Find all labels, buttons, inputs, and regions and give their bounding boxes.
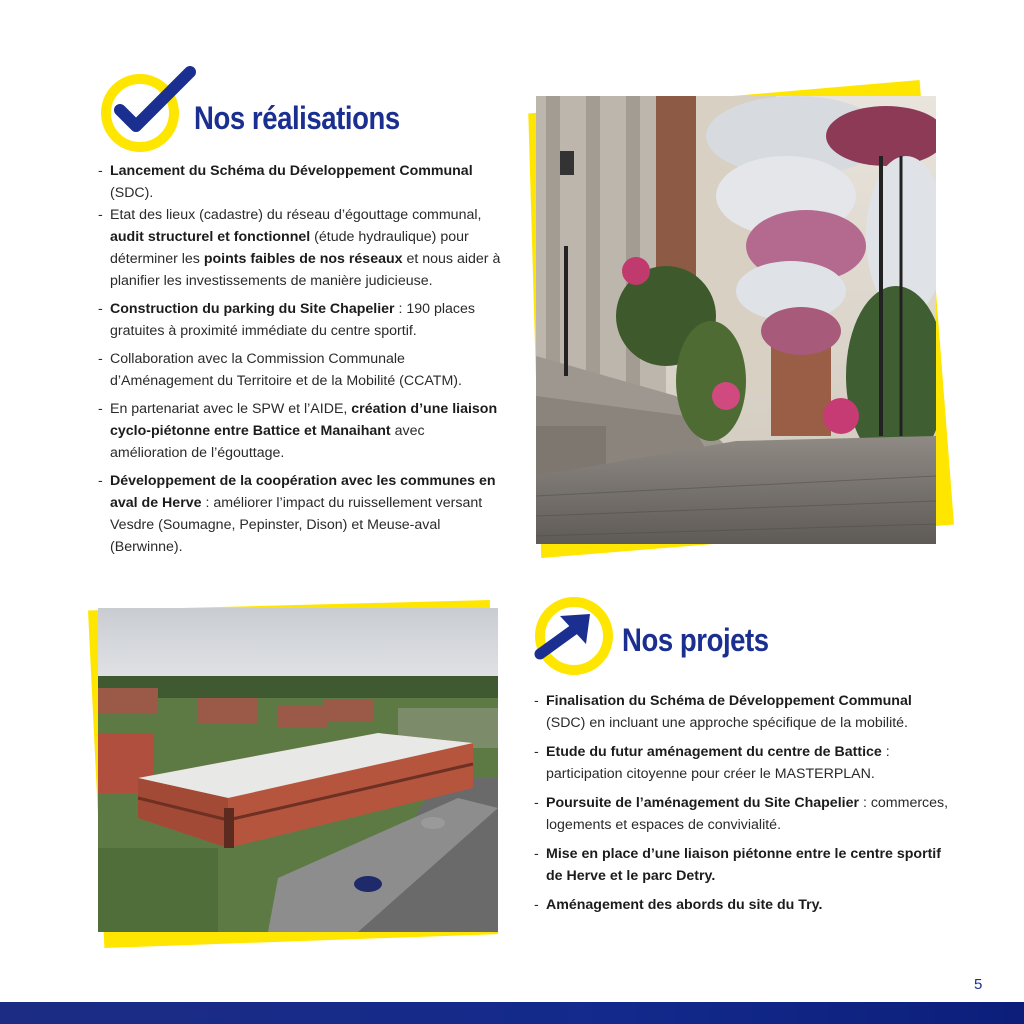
- bottom-bar: [0, 1002, 1024, 1024]
- arrow-up-right-icon: [534, 596, 624, 680]
- bold-segment: Développement de la coopération avec les communes en aval de Herve: [110, 473, 496, 511]
- projets-icon-wrap: [534, 596, 624, 680]
- list-item: - Etat des lieux (cadastre) du réseau d’égouttage communal, audit structurel et fonctionnel (étude hydraulique) pour déterminer les points faibles de nos réseaux et nous aider à planifier les investissements de manière judicieuse.: [98, 204, 502, 292]
- realisations-heading: Nos réalisations: [194, 100, 400, 136]
- list-item: - Etude du futur aménagement du centre de Battice : participation citoyenne pour créer le MASTERPLAN.: [534, 741, 954, 785]
- realisations-list: [98, 160, 502, 558]
- bold-segment: Mise en place d’une liaison piétonne entre le centre sportif de Herve et le parc Detry.: [546, 846, 941, 884]
- bold-segment: audit structurel et fonctionnel: [110, 229, 311, 245]
- list-item: - Développement de la coopération avec les communes en aval de Herve : améliorer l’impact du ruissellement versant Vesdre (Soumagne, Pepinster, Dison) et Meuse-aval (Berwinne).: [98, 470, 502, 558]
- realisations-icon-wrap: [98, 66, 198, 156]
- bold-segment: Aménagement des abords du site du Try.: [546, 897, 823, 913]
- list-item: - Construction du parking du Site Chapelier : 190 places gratuites à proximité immédiate du centre sportif.: [98, 298, 502, 342]
- bold-segment: Etude du futur aménagement du centre de Battice: [546, 744, 882, 760]
- checkmark-icon: [98, 66, 198, 156]
- list-item: - Lancement du Schéma du Développement Communal (SDC).: [98, 160, 502, 204]
- street-flowers-photo: [536, 96, 936, 544]
- list-item: - Poursuite de l’aménagement du Site Chapelier : commerces, logements et espaces de convivialité.: [534, 792, 954, 836]
- bold-segment: Lancement du Schéma du Développement Communal: [110, 163, 473, 179]
- bold-segment: création d’une liaison cyclo-piétonne entre Battice et Manaihant: [110, 401, 498, 439]
- list-item: - Collaboration avec la Commission Communale d’Aménagement du Territoire et de la Mobilité (CCATM).: [98, 348, 502, 392]
- bold-segment: Finalisation du Schéma de Développement Communal: [546, 693, 912, 709]
- bold-segment: Poursuite de l’aménagement du Site Chapelier: [546, 795, 859, 811]
- bold-segment: points faibles de nos réseaux: [203, 251, 403, 267]
- page-number: 5: [974, 976, 983, 993]
- projets-heading: Nos projets: [622, 622, 769, 658]
- list-item: - Finalisation du Schéma de Développement Communal (SDC) en incluant une approche spécifique de la mobilité.: [534, 690, 954, 734]
- bold-segment: Construction du parking du Site Chapelier: [110, 301, 395, 317]
- projets-list: [534, 690, 954, 916]
- list-item: [534, 843, 954, 887]
- parking-aerial-photo: [98, 608, 498, 932]
- list-item: - En partenariat avec le SPW et l’AIDE, création d’une liaison cyclo-piétonne entre Battice et Manaihant avec amélioration de l’égouttage.: [98, 398, 502, 464]
- list-item: [534, 894, 954, 916]
